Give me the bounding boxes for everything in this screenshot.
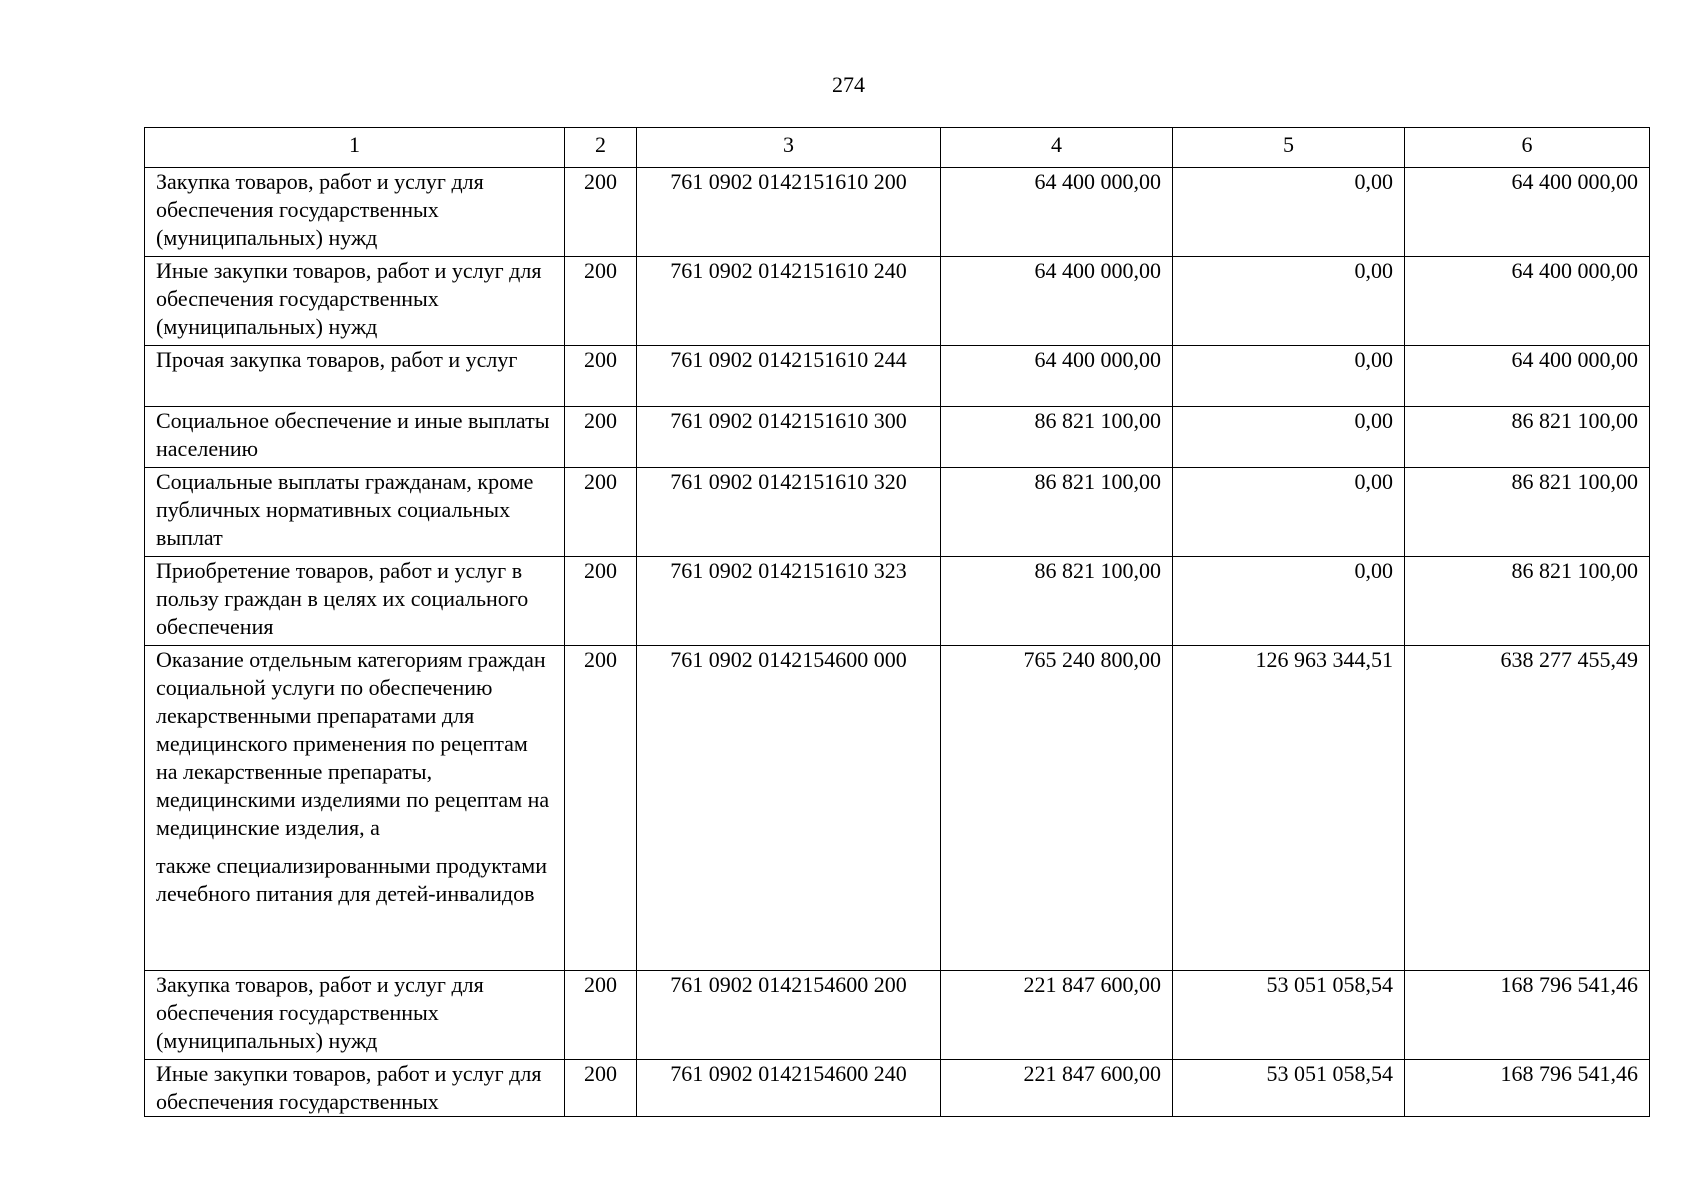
row-name: Социальные выплаты гражданам, кроме публичных нормативных социальных выплат [156, 469, 534, 550]
row-col4-value: 64 400 000,00 [941, 346, 1173, 407]
row-name-cell [145, 168, 565, 257]
table-row [145, 257, 1650, 346]
row-name: Закупка товаров, работ и услуг для обеспечения государственных (муниципальных) нужд [156, 972, 484, 1053]
row-name: Иные закупки товаров, работ и услуг для обеспечения государственных (муниципальных) нужд [156, 258, 542, 339]
row-name-cell [145, 257, 565, 346]
row-col5-value: 0,00 [1173, 346, 1405, 407]
row-classification-cell: 761 0902 0142151610 323 [637, 557, 941, 646]
column-header: 3 [637, 128, 941, 168]
row-col4-value: 221 847 600,00 [941, 1060, 1173, 1117]
row-code-cell: 200 [565, 1060, 637, 1117]
table-row [145, 168, 1650, 257]
row-code-cell: 200 [565, 346, 637, 407]
row-code-cell: 200 [565, 168, 637, 257]
row-name-cell [145, 557, 565, 646]
row-name-cell [145, 346, 565, 407]
column-header: 2 [565, 128, 637, 168]
table-row [145, 346, 1650, 407]
row-col5-value: 0,00 [1173, 407, 1405, 468]
row-col6-value: 168 796 541,46 [1405, 1060, 1650, 1117]
row-name: Оказание отдельным категориям граждан социальной услуги по обеспечению лекарственными препаратами для медицинского применения по рецептам на лекарственные препараты, медицинскими изделиями по рецептам на медицинские изделия, а [156, 647, 550, 840]
row-col4-value: 64 400 000,00 [941, 168, 1173, 257]
row-name: Прочая закупка товаров, работ и услуг [156, 347, 518, 372]
row-col4-value: 86 821 100,00 [941, 407, 1173, 468]
budget-table [144, 127, 1650, 1117]
row-col5-value: 0,00 [1173, 257, 1405, 346]
row-col6-value: 168 796 541,46 [1405, 971, 1650, 1060]
row-name: Приобретение товаров, работ и услуг в пользу граждан в целях их социального обеспечения [156, 558, 529, 639]
row-classification-cell: 761 0902 0142151610 300 [637, 407, 941, 468]
row-col4-value: 86 821 100,00 [941, 557, 1173, 646]
row-classification-cell: 761 0902 0142154600 200 [637, 971, 941, 1060]
row-col5-value: 53 051 058,54 [1173, 1060, 1405, 1117]
row-classification-cell: 761 0902 0142151610 240 [637, 257, 941, 346]
row-classification-cell: 761 0902 0142151610 244 [637, 346, 941, 407]
row-name-cell [145, 407, 565, 468]
row-col6-value: 64 400 000,00 [1405, 346, 1650, 407]
column-header: 5 [1173, 128, 1405, 168]
row-col4-value: 64 400 000,00 [941, 257, 1173, 346]
table-row [145, 971, 1650, 1060]
row-name-cell [145, 1060, 565, 1117]
column-header: 1 [145, 128, 565, 168]
table-row [145, 646, 1650, 971]
row-code-cell: 200 [565, 257, 637, 346]
row-classification-cell: 761 0902 0142154600 000 [637, 646, 941, 971]
row-col6-value: 86 821 100,00 [1405, 407, 1650, 468]
row-classification-cell: 761 0902 0142154600 240 [637, 1060, 941, 1117]
table-row [145, 557, 1650, 646]
row-col4-value: 221 847 600,00 [941, 971, 1173, 1060]
row-col5-value: 0,00 [1173, 468, 1405, 557]
row-name-continuation: также специализированными продуктами лечебного питания для детей-инвалидов [156, 853, 547, 906]
column-header: 6 [1405, 128, 1650, 168]
row-col5-value: 53 051 058,54 [1173, 971, 1405, 1060]
row-col5-value: 0,00 [1173, 557, 1405, 646]
row-code-cell: 200 [565, 646, 637, 971]
row-name-cell [145, 971, 565, 1060]
row-col5-value: 126 963 344,51 [1173, 646, 1405, 971]
row-name: Иные закупки товаров, работ и услуг для обеспечения государственных [156, 1061, 542, 1114]
row-col4-value: 765 240 800,00 [941, 646, 1173, 971]
row-code-cell: 200 [565, 407, 637, 468]
column-header: 4 [941, 128, 1173, 168]
row-col6-value: 86 821 100,00 [1405, 468, 1650, 557]
page-number: 274 [832, 72, 865, 97]
table-row [145, 468, 1650, 557]
row-classification-cell: 761 0902 0142151610 200 [637, 168, 941, 257]
row-col6-value: 64 400 000,00 [1405, 168, 1650, 257]
row-code-cell: 200 [565, 468, 637, 557]
row-code-cell: 200 [565, 557, 637, 646]
row-name: Социальное обеспечение и иные выплаты населению [156, 408, 550, 461]
row-col4-value: 86 821 100,00 [941, 468, 1173, 557]
row-name-cell [145, 468, 565, 557]
row-name: Закупка товаров, работ и услуг для обеспечения государственных (муниципальных) нужд [156, 169, 484, 250]
row-name-cell [145, 646, 565, 971]
row-col6-value: 64 400 000,00 [1405, 257, 1650, 346]
row-code-cell: 200 [565, 971, 637, 1060]
row-col6-value: 638 277 455,49 [1405, 646, 1650, 971]
table-row [145, 407, 1650, 468]
table-row [145, 1060, 1650, 1117]
header-row [145, 128, 1650, 168]
row-col6-value: 86 821 100,00 [1405, 557, 1650, 646]
row-col5-value: 0,00 [1173, 168, 1405, 257]
row-classification-cell: 761 0902 0142151610 320 [637, 468, 941, 557]
